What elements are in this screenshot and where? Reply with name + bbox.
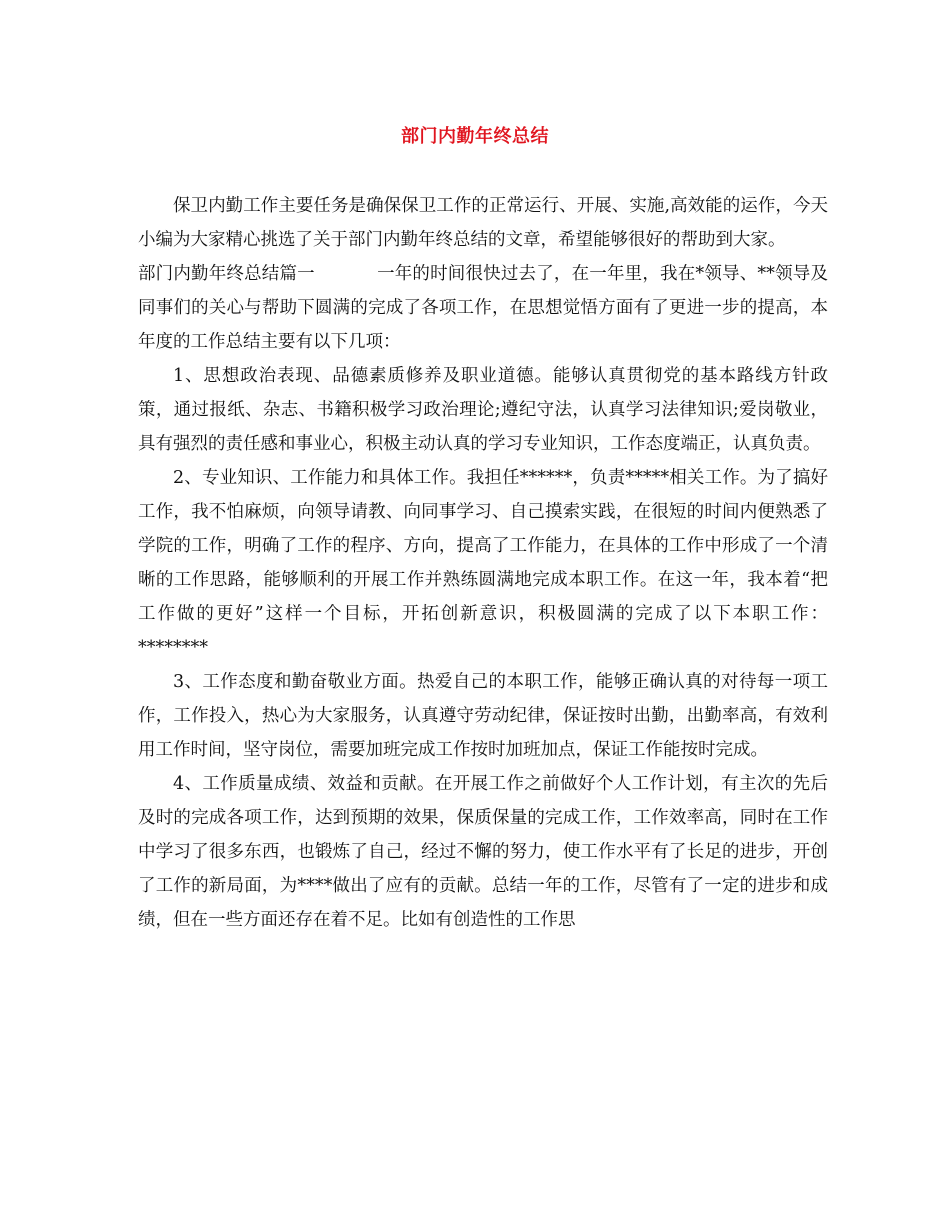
section-paragraph — [138, 257, 828, 359]
document-title: 部门内勤年终总结 — [401, 126, 549, 147]
body-paragraph-4: 4、工作质量成绩、效益和贡献。在开展工作之前做好个人工作计划，有主次的先后及时的完成各项工作，达到预期的效果，保质保量的完成工作，工作效率高，同时在工作中学习了很多东西，也锻炼了自己，经过不懈的努力，使工作水平有了长足的进步，开创了工作的新局面，为****做出了应有的贡献。总结一年的工作，尽管有了一定的进步和成绩，但在一些方面还存在着不足。比如有创造性的工作思 — [138, 774, 828, 930]
body-paragraph-3: 3、工作态度和勤奋敬业方面。热爱自己的本职工作，能够正确认真的对待每一项工作，工作投入，热心为大家服务，认真遵守劳动纪律，保证按时出勤，出勤率高，有效利用工作时间，坚守岗位，需要加班完成工作按时加班加点，保证工作能按时完成。 — [138, 672, 828, 760]
document-body — [138, 189, 828, 937]
section-opening: 一年的时间很快过去了，在一年里，我在*领导、**领导及同事们的关心与帮助下圆满的完成了各项工作，在思想觉悟方面有了更进一步的提高，本年度的工作总结主要有以下几项： — [138, 264, 828, 352]
intro-paragraph: 保卫内勤工作主要任务是确保保卫工作的正常运行、开展、实施,高效能的运作，今天小编为大家精心挑选了关于部门内勤年终总结的文章，希望能够很好的帮助到大家。 — [138, 196, 828, 250]
body-paragraph-2: 2、专业知识、工作能力和具体工作。我担任******，负责*****相关工作。为了搞好工作，我不怕麻烦，向领导请教、向同事学习、自己摸索实践，在很短的时间内便熟悉了学院的工作，明确了工作的程序、方向，提高了工作能力，在具体的工作中形成了一个清晰的工作思路，能够顺利的开展工作并熟练圆满地完成本职工作。在这一年，我本着“把工作做的更好”这样一个目标，开拓创新意识，积极圆满的完成了以下本职工作：******** — [138, 468, 828, 658]
section-heading: 部门内勤年终总结篇一 — [138, 264, 315, 284]
body-paragraph-1: 1、思想政治表现、品德素质修养及职业道德。能够认真贯彻党的基本路线方针政策，通过报纸、杂志、书籍积极学习政治理论;遵纪守法，认真学习法律知识;爱岗敬业，具有强烈的责任感和事业心，积极主动认真的学习专业知识，工作态度端正，认真负责。 — [138, 366, 828, 454]
